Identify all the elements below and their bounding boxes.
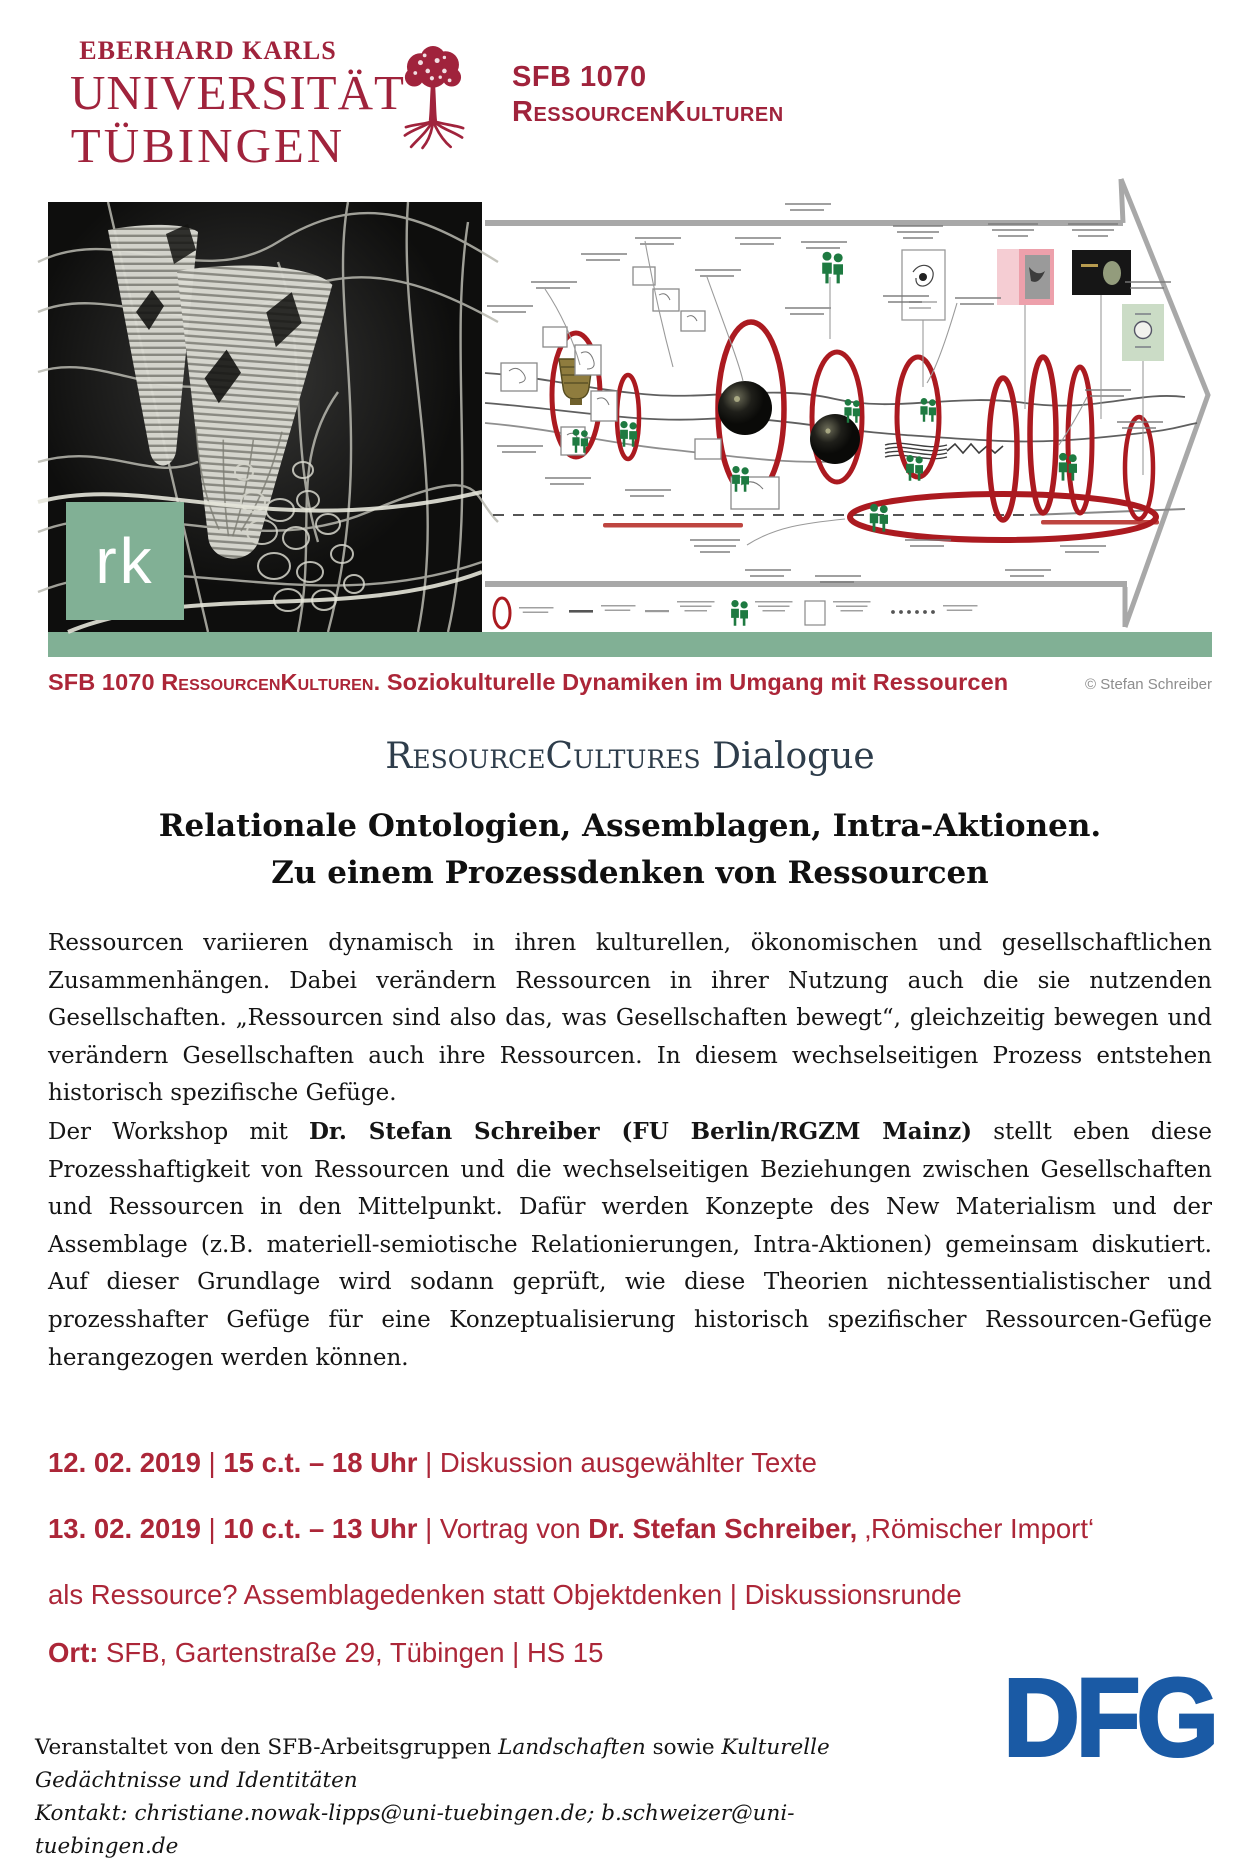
caption-text bbox=[48, 669, 1008, 696]
resource-process-diagram bbox=[485, 177, 1212, 632]
sfb-logo-line2: RessourcenKulturen bbox=[512, 96, 784, 128]
banner-caption bbox=[48, 657, 1212, 696]
organizer-pre: Veranstaltet von den SFB-Arbeitsgruppen bbox=[35, 1735, 499, 1761]
workgroup-1: Landschaften bbox=[498, 1735, 646, 1761]
organizer-info bbox=[35, 1731, 935, 1863]
legend-dots-icon bbox=[891, 610, 935, 614]
tree-of-life-icon bbox=[402, 46, 466, 155]
rk-logo-badge: rk bbox=[66, 502, 184, 620]
event2-speaker: Dr. Stefan Schreiber, bbox=[588, 1513, 858, 1545]
event2-date: 13. 02. 2019 bbox=[48, 1513, 201, 1545]
university-logo-line2: UNIVERSITÄT bbox=[70, 65, 405, 120]
workgroup-2: Kulturelle Gedächtnisse und Identitäten bbox=[35, 1735, 830, 1794]
event-details bbox=[48, 1447, 1212, 1669]
event1-time: 15 c.t. – 18 Uhr bbox=[223, 1447, 418, 1479]
workshop-title bbox=[0, 803, 1260, 897]
university-logo-line1: EBERHARD KARLS bbox=[79, 36, 337, 65]
series-title-rest: Dialogue bbox=[700, 736, 875, 777]
pink-book-cover-thumbnail bbox=[997, 249, 1054, 305]
sketch-page-thumbnail bbox=[902, 250, 945, 320]
banner-media bbox=[48, 177, 1212, 632]
green-bar bbox=[48, 632, 1212, 657]
series-title bbox=[0, 736, 1260, 777]
sphere-object-1 bbox=[718, 381, 772, 435]
legend-people-icon bbox=[731, 600, 748, 626]
photo-credit: © Stefan Schreiber bbox=[1085, 676, 1212, 693]
event1-description: Diskussion ausgewählter Texte bbox=[439, 1447, 817, 1479]
organizer-line bbox=[35, 1731, 935, 1797]
sfb-logo-line1: SFB 1070 bbox=[512, 61, 647, 93]
legend-line-icon bbox=[569, 610, 593, 613]
abstract-paragraph-2 bbox=[48, 1113, 1212, 1377]
abstract-p2-post: stellt eben diese Prozesshaftigkeit von Ressourcen und die wechselseitigen Beziehungen zwischen Gesellschaften und Ressourcen in den Mittelpunkt. Dafür werden Konzepte des New Materialism und der Assemblage (z.B. materiell-semiotische Relationierungen, Intra-Aktionen) gemeinsam diskutiert. Auf dieser Grundlage wird sodann geprüft, wie diese Theorien nichtessentialistischer und prozesshafter Gefüge für eine Konzeptualisierung historisch spezifischer Ressourcen-Gefüge herangezogen werden können. bbox=[48, 1118, 1212, 1371]
event-line-1: 12. 02. 2019 | 15 c.t. – 18 Uhr | Diskussion ausgewählter Texte bbox=[48, 1447, 817, 1479]
caption-smallcaps: SFB 1070 RessourcenKulturen. bbox=[48, 669, 381, 695]
abstract-p2-pre: Der Workshop mit bbox=[48, 1118, 309, 1145]
event2-description-post: ‚Römischer Import‘ bbox=[857, 1513, 1095, 1545]
location-label: Ort: bbox=[48, 1637, 99, 1669]
contact-line: Kontakt: christiane.nowak-lipps@uni-tuebingen.de; b.schweizer@uni-tuebingen.de bbox=[35, 1801, 795, 1860]
sphere-object-2 bbox=[810, 414, 860, 464]
university-logo bbox=[70, 36, 405, 173]
workshop-title-line2: Zu einem Prozessdenken von Ressourcen bbox=[271, 855, 989, 891]
footer bbox=[35, 1656, 1215, 1860]
dark-book-cover-thumbnail bbox=[1072, 250, 1131, 295]
event2-time: 10 c.t. – 13 Uhr bbox=[223, 1513, 418, 1545]
event-line-3: als Ressource? Assemblagedenken statt Objektdenken | Diskussionsrunde bbox=[48, 1579, 962, 1611]
dfg-logo: DFG bbox=[1003, 1656, 1215, 1780]
caption-rest: Soziokulturelle Dynamiken im Umgang mit Ressourcen bbox=[380, 669, 1009, 695]
green-plaque-thumbnail bbox=[1122, 304, 1164, 361]
banner bbox=[48, 177, 1212, 696]
event-line-2: 13. 02. 2019 | 10 c.t. – 13 Uhr | Vortrag von Dr. Stefan Schreiber, ‚Römischer Import‘ bbox=[48, 1513, 1095, 1545]
abstract bbox=[48, 925, 1212, 1377]
organizer-mid: sowie bbox=[645, 1735, 722, 1761]
event1-date: 12. 02. 2019 bbox=[48, 1447, 201, 1479]
legend-box-icon bbox=[805, 601, 825, 625]
masthead bbox=[0, 0, 1260, 177]
speaker-name-bold: Dr. Stefan Schreiber (FU Berlin/RGZM Mainz) bbox=[308, 1117, 973, 1145]
university-logo-line3: TÜBINGEN bbox=[70, 118, 346, 173]
workshop-title-line1: Relationale Ontologien, Assemblagen, Intra-Aktionen. bbox=[158, 808, 1102, 844]
legend-thin-line-icon bbox=[645, 610, 669, 612]
legend-row bbox=[494, 598, 978, 628]
legend-ring-icon bbox=[494, 598, 510, 628]
location-value: SFB, Gartenstraße 29, Tübingen | HS 15 bbox=[98, 1637, 604, 1669]
series-title-smallcaps: ResourceCultures bbox=[385, 736, 701, 777]
event2-description-pre: Vortrag von bbox=[439, 1513, 589, 1545]
sfb-logo bbox=[512, 60, 784, 130]
abstract-paragraph-1: Ressourcen variieren dynamisch in ihren kulturellen, ökonomischen und gesellschaftlichen Zusammenhängen. Dabei verändern Ressourcen in ihrer Nutzung auch die sie nutzenden Gesellschaften. „Ressourcen sind also das, was Gesellschaften bewegt“, gleichzeitig bewegen und verändern Gesellschaften auch ihre Ressourcen. In diesem wechselseitigen Prozess entstehen historisch spezifische Gefüge. bbox=[48, 930, 1212, 1107]
